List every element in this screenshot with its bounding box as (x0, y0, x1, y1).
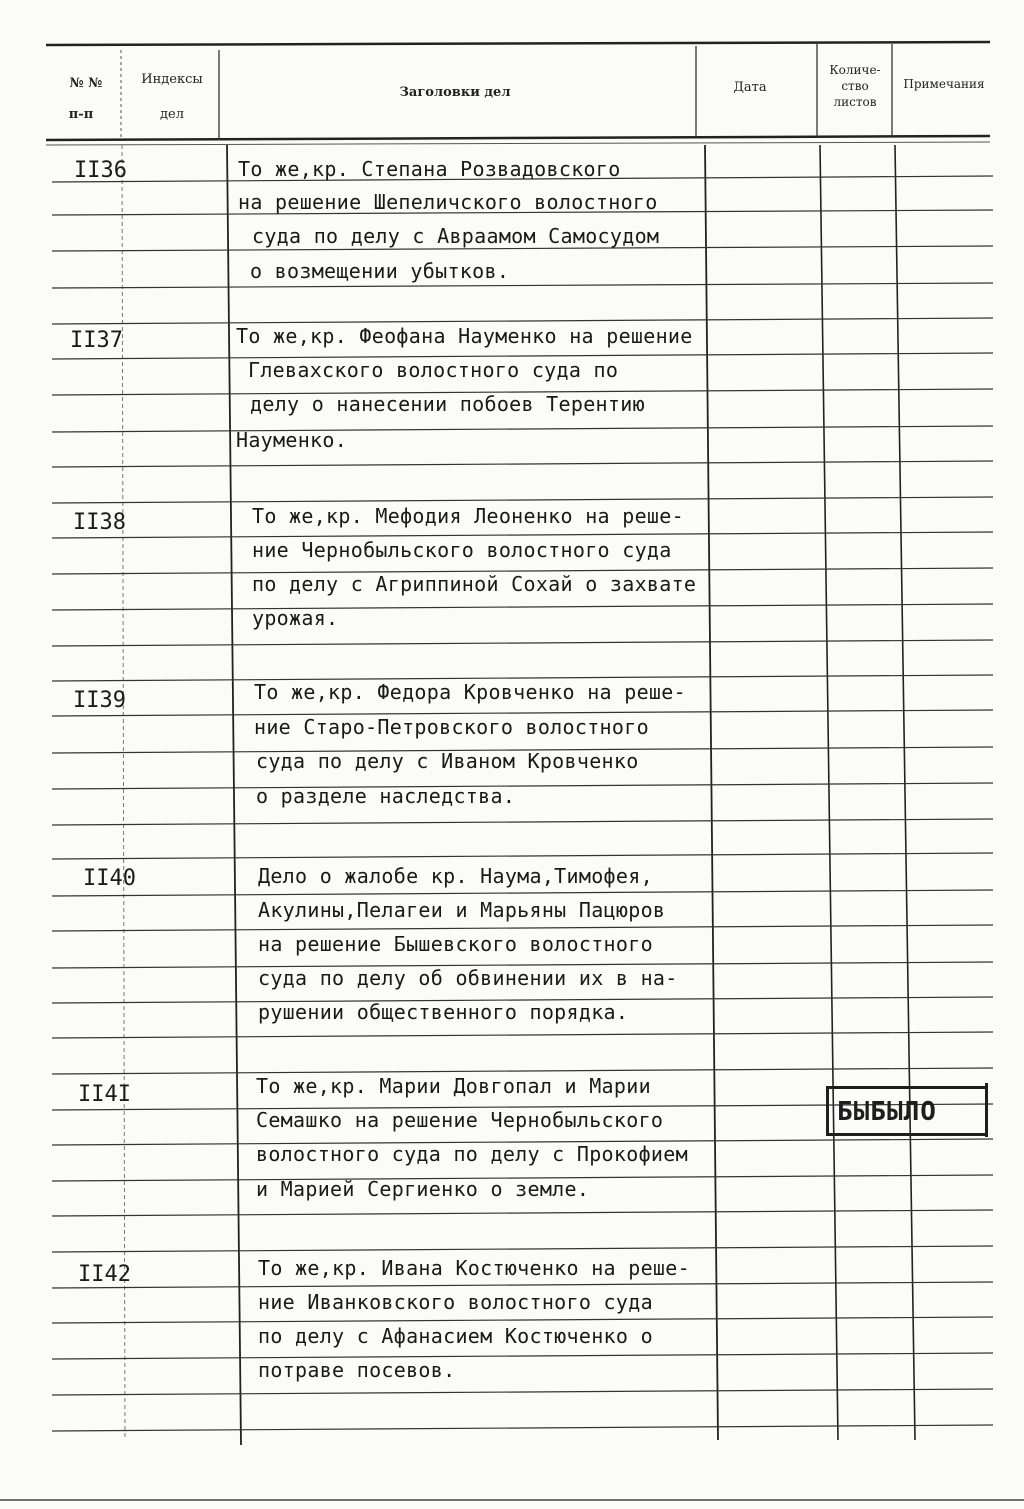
header-count (818, 62, 892, 110)
entry-number: II42 (78, 1262, 131, 1287)
header-titles: Заголовки дел (399, 85, 511, 100)
entry-line: То же,кр. Федора Кровченко на реше- (254, 680, 686, 704)
header-number-line2: п-п (68, 107, 94, 122)
entry-line: на решение Шепеличского волостного (238, 190, 658, 214)
entry-line: Глевахского волостного суда по (248, 358, 619, 382)
entry-line: волостного суда по делу с Прокофием (256, 1142, 688, 1166)
header-notes: Примечания (903, 77, 985, 91)
header-index-line2: дел (160, 107, 184, 122)
entry-line: о возмещении убытков. (250, 259, 510, 283)
entry-line: То же,кр. Ивана Костюченко на реше- (258, 1256, 690, 1280)
header-date: Дата (733, 80, 767, 95)
header-count-line1: Количе- (829, 63, 881, 77)
header-index-line1: Индексы (141, 72, 203, 87)
header-count-line2: ство (841, 79, 869, 93)
entry-line: То же,кр. Степана Розвадовского (238, 157, 621, 181)
entry-line: о разделе наследства. (256, 784, 516, 808)
entry-line: потраве посевов. (258, 1358, 456, 1382)
entry-line: и Марией Сергиенко о земле. (256, 1177, 590, 1201)
entry-line: суда по делу с Авраамом Самосудом (252, 224, 660, 248)
entry-line: ние Иванковского волостного суда (258, 1290, 653, 1314)
entry-line: Дело о жалобе кр. Наума,Тимофея, (258, 864, 653, 888)
entry-line: Акулины,Пелагеи и Марьяны Пацюров (258, 898, 666, 922)
entry-number: II37 (70, 328, 123, 353)
entry-number: II39 (73, 688, 126, 713)
entry-line: рушении общественного порядка. (258, 1000, 629, 1024)
header-number-line1: № № (69, 76, 103, 91)
stamp: БЫБЫЛО (826, 1086, 986, 1136)
header-count-line3: листов (833, 95, 877, 109)
entry-line: Науменко. (236, 428, 348, 452)
entry-line: по делу с Афанасием Костюченко о (258, 1324, 653, 1348)
entry-line: То же,кр. Феофана Науменко на решение (236, 324, 693, 348)
entry-line: на решение Бышевского волостного (258, 932, 653, 956)
header-index (126, 72, 218, 122)
entry-line: ние Старо-Петровского волостного (254, 715, 649, 739)
entry-line: урожая. (252, 606, 339, 630)
entry-line: То же,кр. Марии Довгопал и Марии (256, 1074, 651, 1098)
entry-number: II36 (74, 158, 127, 183)
entry-line: делу о нанесении побоев Терентию (250, 392, 645, 416)
entry-number: II40 (83, 866, 136, 891)
entry-number: II38 (73, 510, 126, 535)
entry-line: ние Чернобыльского волостного суда (252, 538, 672, 562)
entry-line: Семашко на решение Чернобыльского (256, 1108, 664, 1132)
entry-line: суда по делу с Иваном Кровченко (256, 749, 639, 773)
header-number (56, 76, 116, 122)
entry-line: суда по делу об обвинении их в на- (258, 966, 678, 990)
entry-line: То же,кр. Мефодия Леоненко на реше- (252, 504, 684, 528)
entry-number: II4I (78, 1082, 131, 1107)
entry-line: по делу с Агриппиной Сохай о захвате (252, 572, 697, 596)
